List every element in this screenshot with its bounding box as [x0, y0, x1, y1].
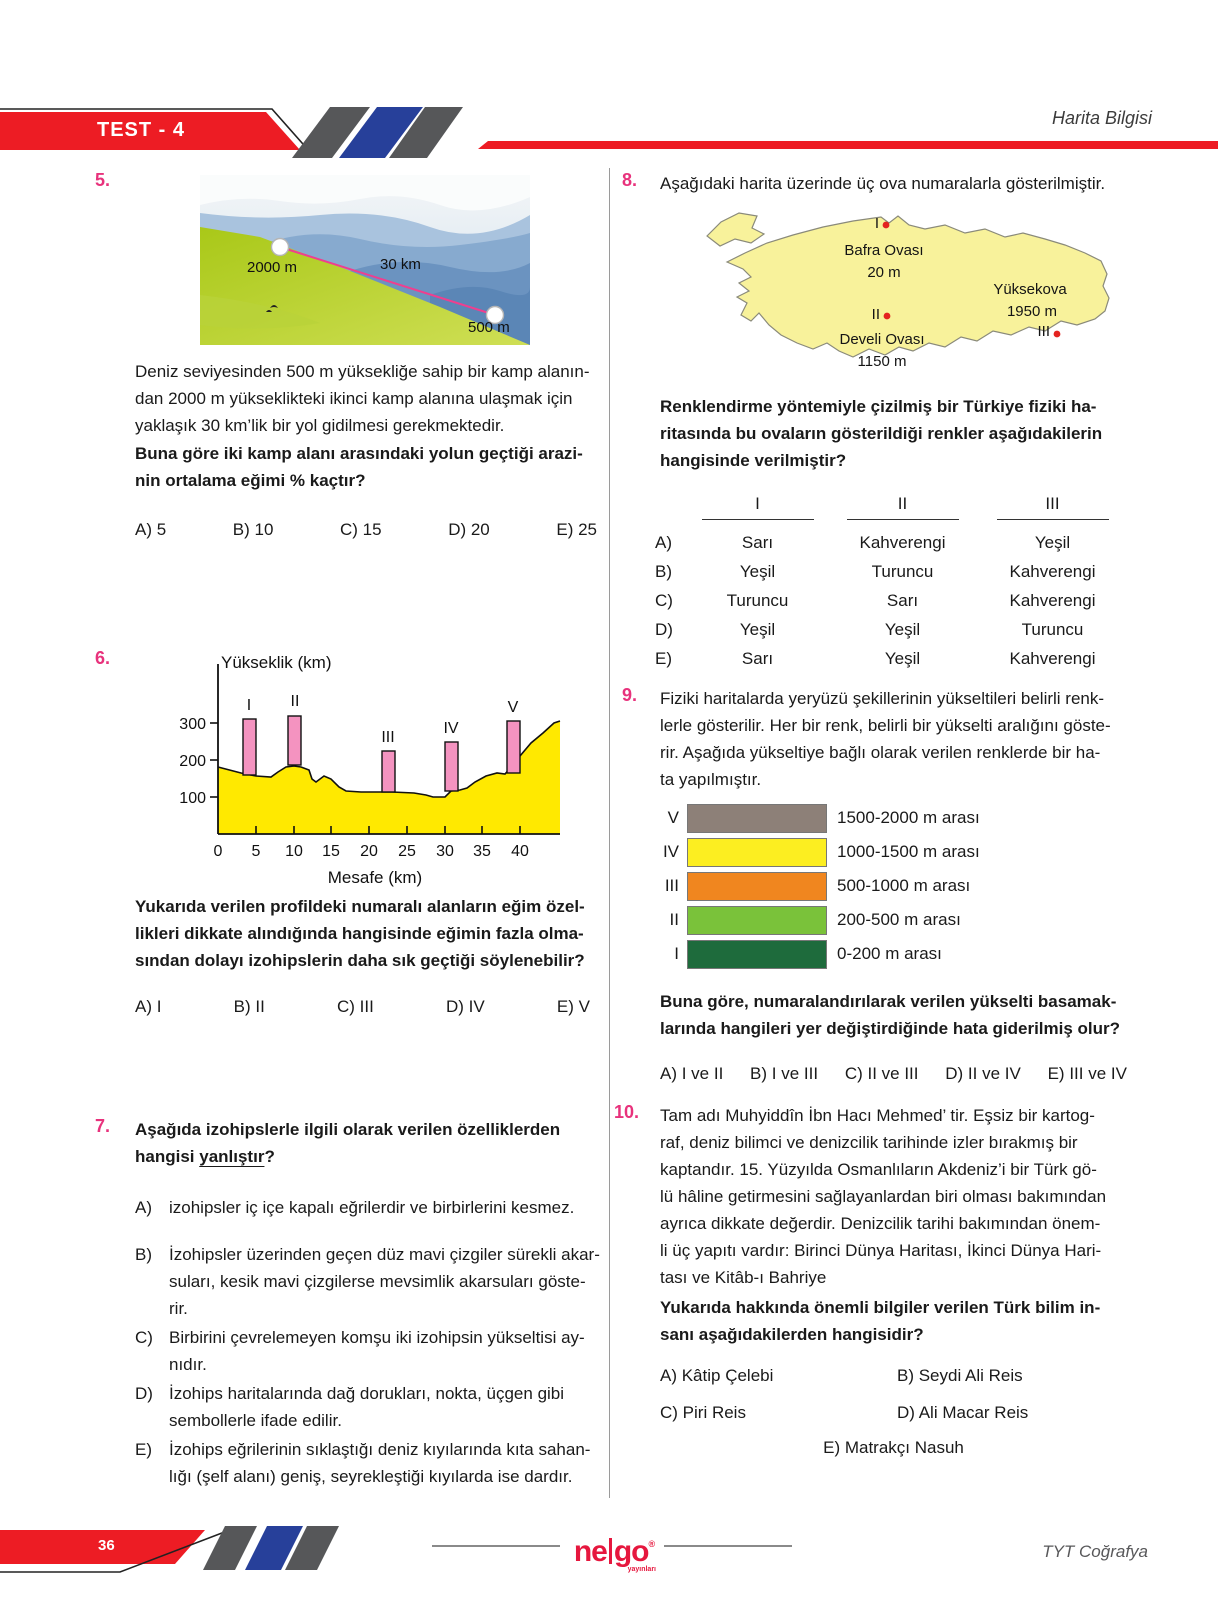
q8-col-header-1: I — [702, 494, 814, 520]
q10-option-e: E) Matrakçı Nasuh — [823, 1438, 964, 1457]
q8-map-point2-altitude: 1150 m — [857, 353, 907, 370]
q9-stem: Buna göre, numaralandırılarak verilen yükselti basamak- larında hangileri yer değiştirdiğinde hata giderilmiş olur? — [660, 992, 1121, 1038]
q9-option-c: C) II ve III — [844, 1064, 919, 1083]
q8-option-d: D) Yeşil Yeşil Turuncu — [655, 619, 1084, 639]
q8-col-header-2: II — [847, 494, 959, 520]
q7-underlined-word: yanlıştır — [199, 1147, 265, 1166]
q10-option-c: C) Piri Reis — [660, 1403, 746, 1422]
page-topic: Harita Bilgisi — [1051, 108, 1152, 128]
q5-number: 5. — [95, 170, 111, 190]
q6-bar-label-2: II — [290, 693, 300, 710]
q8-map-point3-numeral: III — [1037, 323, 1050, 340]
q8-intro: Aşağıdaki harita üzerinde üç ova numaralarla gösterilmiştir. — [660, 174, 1106, 193]
q5-option-c: C) 15 — [340, 520, 382, 539]
q9-legend-swatch-iii — [687, 872, 827, 901]
q6-xtick-5: 5 — [251, 843, 261, 860]
q5-option-b: B) 10 — [232, 520, 274, 539]
q6-bar-label-1: I — [246, 697, 252, 714]
q5-option-e: E) 25 — [556, 520, 597, 539]
q9-option-e: E) III ve IV — [1047, 1064, 1127, 1083]
q7-option-e: E) İzohips eğrilerinin sıklaştığı deniz kıyılarında kıta sahan- lığı (şelf alanı) geniş, seyrekleştiği kıyılarda ise dardır. — [135, 1440, 591, 1486]
q9-legend-swatch-ii — [687, 906, 827, 935]
q9-legend-swatch-v — [687, 804, 827, 833]
q5-stem: Buna göre iki kamp alanı arasındaki yolun geçtiği arazi- nin ortalama eğimi % kaçtır? — [135, 444, 583, 490]
q6-xtick-20: 20 — [360, 843, 378, 860]
q8-option-a: A) Sarı Kahverengi Yeşil — [655, 532, 1071, 552]
q7-option-d: D) İzohips haritalarında dağ dorukları, nokta, üçgen gibi sembollerle ifade edilir. — [135, 1384, 565, 1430]
q6-xtick-10: 10 — [285, 843, 303, 860]
q6-xtick-25: 25 — [398, 843, 416, 860]
q8-option-b: B) Yeşil Turuncu Kahverengi — [655, 561, 1096, 581]
q7-option-b: B) İzohipsler üzerinden geçen düz mavi çizgiler sürekli akar- suları, kesik mavi çizgilerse mevsimlik akarsuları göste- rir. — [135, 1245, 600, 1318]
publisher-logo-subtext: yayınları — [627, 1566, 656, 1573]
q7-number: 7. — [95, 1116, 111, 1136]
q9-option-a: A) I ve II — [660, 1064, 724, 1083]
test-number-banner: TEST - 4 — [97, 119, 186, 141]
q9-paragraph: Fiziki haritalarda yeryüzü şekillerinin yükseltileri belirli renk- lerle gösterilir. Her bir renk, belirli bir yükselti aralığını göste- rir. Aşağıda yükseltiye bağlı olarak verilen renklerde bir ha- ta yapılmıştır. — [660, 689, 1111, 789]
q8-map-point1-numeral: I — [874, 215, 879, 232]
q6-option-d: D) IV — [445, 997, 485, 1016]
q10-number: 10. — [614, 1102, 640, 1122]
q10-option-b: B) Seydi Ali Reis — [897, 1366, 1023, 1385]
q6-stem: Yukarıda verilen profildeki numaralı alanların eğim özel- likleri dikkate alındığında hangisinde eğimin fazla olma- sından dolayı izohipslerin daha sık geçtiği söylenebilir? — [135, 897, 585, 970]
q5-photo-altitude-bottom-label: 500 m — [468, 319, 510, 336]
q9-elevation-legend — [655, 803, 1125, 969]
q8-map-point3-name: Yüksekova — [993, 281, 1067, 298]
q6-ylabel: Yükseklik (km) — [221, 653, 332, 672]
q9-option-b: B) I ve III — [750, 1064, 819, 1083]
q7-options — [135, 1194, 605, 1492]
q9-legend-row-ii: II 200-500 m arası — [655, 905, 1125, 935]
q5-option-d: D) 20 — [448, 520, 490, 539]
q7-stem: Aşağıda izohipslerle ilgili olarak verilen özelliklerden hangisi yanlıştır? — [135, 1120, 561, 1166]
q6-option-a: A) I — [135, 997, 162, 1016]
q8-answer-table — [655, 494, 1125, 673]
q6-option-b: B) II — [233, 997, 265, 1016]
q6-xtick-15: 15 — [322, 843, 340, 860]
q8-option-e: E) Sarı Yeşil Kahverengi — [655, 648, 1096, 668]
q10-stem: Yukarıda hakkında önemli bilgiler verilen Türk bilim in- sanı aşağıdakilerden hangisidir? — [660, 1298, 1101, 1344]
q5-options — [135, 520, 597, 540]
q9-legend-row-i: I 0-200 m arası — [655, 939, 1125, 969]
q5-photo — [200, 175, 530, 345]
footer-page-number: 36 — [98, 1537, 115, 1554]
q9-options — [660, 1064, 1127, 1084]
q6-xtick-40: 40 — [511, 843, 529, 860]
q6-bar-label-5: V — [507, 699, 519, 716]
q6-profile-chart — [175, 652, 567, 892]
q9-legend-swatch-iv — [687, 838, 827, 867]
q10-paragraph: Tam adı Muhyiddîn İbn Hacı Mehmed’ tir. Eşsiz bir kartog- raf, deniz bilimci ve denizcilik tarihinde izler bırakmış bir kaptandır. 15. Yüzyılda Osmanlıların Akdeniz’i bir Türk gö- lü hâline getirmesini sağlayanlardan biri olması bakımından ayrıca dikkate değerdir. Denizcilik tarihi bakımından önem- li üç yapıtı vardır: Birinci Dünya Haritası, İkinci Dünya Hari- tası ve Kitâb-ı Bahriye — [660, 1106, 1107, 1287]
q10-option-a: A) Kâtip Çelebi — [660, 1366, 774, 1385]
q9-legend-row-v: V 1500-2000 m arası — [655, 803, 1125, 833]
q6-ytick-300: 300 — [179, 716, 206, 733]
q9-number: 9. — [622, 685, 638, 705]
q6-number: 6. — [95, 648, 111, 668]
q8-map-point2-name: Develi Ovası — [839, 331, 925, 348]
q10-options — [660, 1366, 1127, 1458]
footer-right-rule — [664, 1545, 792, 1547]
q6-option-e: E) V — [556, 997, 590, 1016]
column-divider — [609, 168, 610, 1498]
q6-xtick-30: 30 — [436, 843, 454, 860]
q6-option-c: C) III — [336, 997, 374, 1016]
q8-number: 8. — [622, 170, 638, 190]
q6-ytick-200: 200 — [179, 753, 206, 770]
q6-xlabel: Mesafe (km) — [327, 868, 423, 887]
q5-option-a: A) 5 — [135, 520, 167, 539]
publisher-logo: ne go® yayınları — [573, 1535, 656, 1573]
footer-left-rule — [432, 1545, 560, 1547]
q9-legend-swatch-i — [687, 940, 827, 969]
q6-options — [135, 997, 590, 1017]
q6-ytick-100: 100 — [179, 790, 206, 807]
q8-table-header — [655, 494, 1125, 518]
q8-map-point2-numeral: II — [871, 306, 880, 323]
footer-exam-label: TYT Coğrafya — [1042, 1542, 1148, 1561]
q9-legend-row-iv: IV 1000-1500 m arası — [655, 837, 1125, 867]
q7-option-a: A) izohipsler iç içe kapalı eğrilerdir ve birbirlerini kesmez. — [135, 1198, 575, 1217]
q9-option-d: D) II ve IV — [945, 1064, 1021, 1083]
q10-option-d: D) Ali Macar Reis — [897, 1403, 1029, 1422]
q7-option-c: C) Birbirini çevrelemeyen komşu iki izohipsin yükseltisi ay- nıdır. — [135, 1328, 585, 1374]
q5-paragraph: Deniz seviyesinden 500 m yüksekliğe sahip bir kamp alanın- dan 2000 m yükseklikteki ikinci kamp alanına ulaşmak için yaklaşık 30 km’lik bir yol gidilmesi gerekmektedir. — [135, 362, 590, 435]
q6-bar-label-3: III — [381, 729, 395, 746]
q6-bar-label-4: IV — [443, 720, 459, 737]
q8-col-header-3: III — [997, 494, 1109, 520]
q9-legend-row-iii: III 500-1000 m arası — [655, 871, 1125, 901]
q5-photo-distance-label: 30 km — [380, 256, 421, 273]
q8-stem: Renklendirme yöntemiyle çizilmiş bir Türkiye fiziki ha- ritasında bu ovaların gösterildiği renkler aşağıdakilerin hangisinde verilmiştir? — [660, 397, 1103, 470]
q6-xtick-0: 0 — [213, 843, 223, 860]
q6-xtick-35: 35 — [473, 843, 491, 860]
q5-photo-altitude-top-label: 2000 m — [247, 259, 298, 276]
q8-option-c: C) Turuncu Sarı Kahverengi — [655, 590, 1096, 610]
q8-map-point1-name: Bafra Ovası — [844, 242, 924, 259]
q8-map-point3-altitude: 1950 m — [1006, 303, 1058, 320]
q8-turkey-map — [693, 198, 1113, 374]
q8-map-point1-altitude: 20 m — [867, 264, 901, 281]
